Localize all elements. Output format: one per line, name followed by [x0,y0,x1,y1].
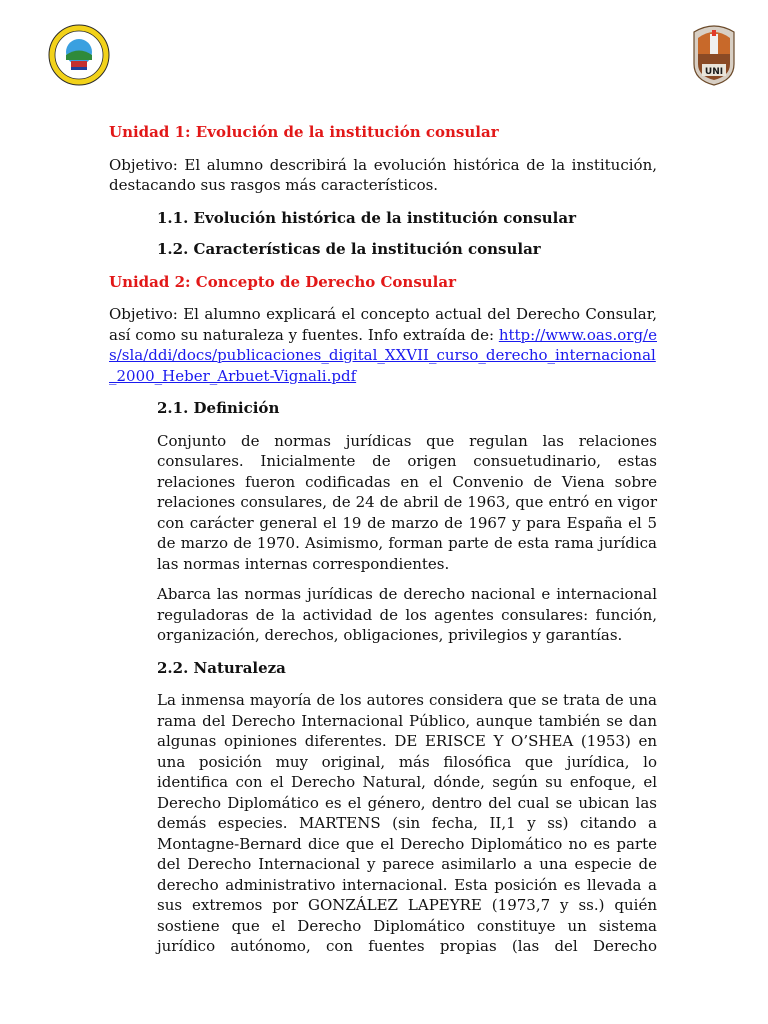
unit2-objective [109,304,657,386]
definicion-paragraph-1: Conjunto de normas jurídicas que regulan las relaciones consulares. Inicialmente de origen consuetudinario, estas relaciones fueron codificadas en el Convenio de Viena sobre relaciones consulares, de 24 de abril de 1963, que entró en vigor con carácter general el 19 de marzo de 1967 y para España el 5 de marzo de 1970. Asimismo, forman parte de esta rama jurídica las normas internas correspondientes. [157,431,657,573]
section-definicion-title: 2.1. Definición [157,399,280,417]
naturaleza-paragraph-1: La inmensa mayoría de los autores considera que se trata de una rama del Derecho Internacional Público, aunque también se dan algunas opiniones diferentes. DE ERISCE Y O’SHEA (1953) en una posición muy original, más filosófica que jurídica, lo identifica con el Derecho Natural, dónde, según su enfoque, el Derecho Diplomático es el género, dentro del cual se ubican las demás especies. MARTENS (sin fecha, II,1 y ss) citando a Montagne-Bernard dice que el Derecho Diplomático no es parte del Derecho Internacional y parece asimilarlo a una especie de derecho administrativo internacional. Esta posición es llevada a sus extremos por GONZÁLEZ LAPEYRE (1973,7 y ss.) quién sostiene que el Derecho Diplomático constituye un sistema jurídico autónomo, con fuentes propias (las del Derecho [157,691,657,955]
document-body [109,122,657,967]
unit1-subtopic-2: 1.2. Características de la institución consular [157,240,541,258]
unit1-title: Unidad 1: Evolución de la institución consular [109,123,499,141]
uni-logo-text: UNI [704,67,724,77]
section-naturaleza-title: 2.2. Naturaleza [157,658,286,677]
definicion-paragraph-2: Abarca las normas jurídicas de derecho nacional e internacional reguladoras de la actividad de los agentes consulares: función, organización, derechos, obligaciones, privilegios y garantías. [157,585,657,644]
uni-shield-logo-icon [690,24,738,86]
unit1-subtopic-1: 1.1. Evolución histórica de la institución consular [157,208,577,227]
unit2-objective-text: Objetivo: El alumno explicará el concepto actual del Derecho Consular, así como su naturaleza y fuentes. Info extraída de: [109,305,657,344]
unit2-title: Unidad 2: Concepto de Derecho Consular [109,272,457,291]
source-link[interactable]: http://www.oas.org/es/sla/ddi/docs/publicaciones_digital_XXVII_curso_derecho_internacional_2000_Heber_Arbuet-Vignali.pdf [109,325,657,385]
unit1-objective: Objetivo: El alumno describirá la evolución histórica de la institución, destacando sus rasgos más característicos. [109,155,657,194]
round-seal-logo-icon [48,24,110,86]
